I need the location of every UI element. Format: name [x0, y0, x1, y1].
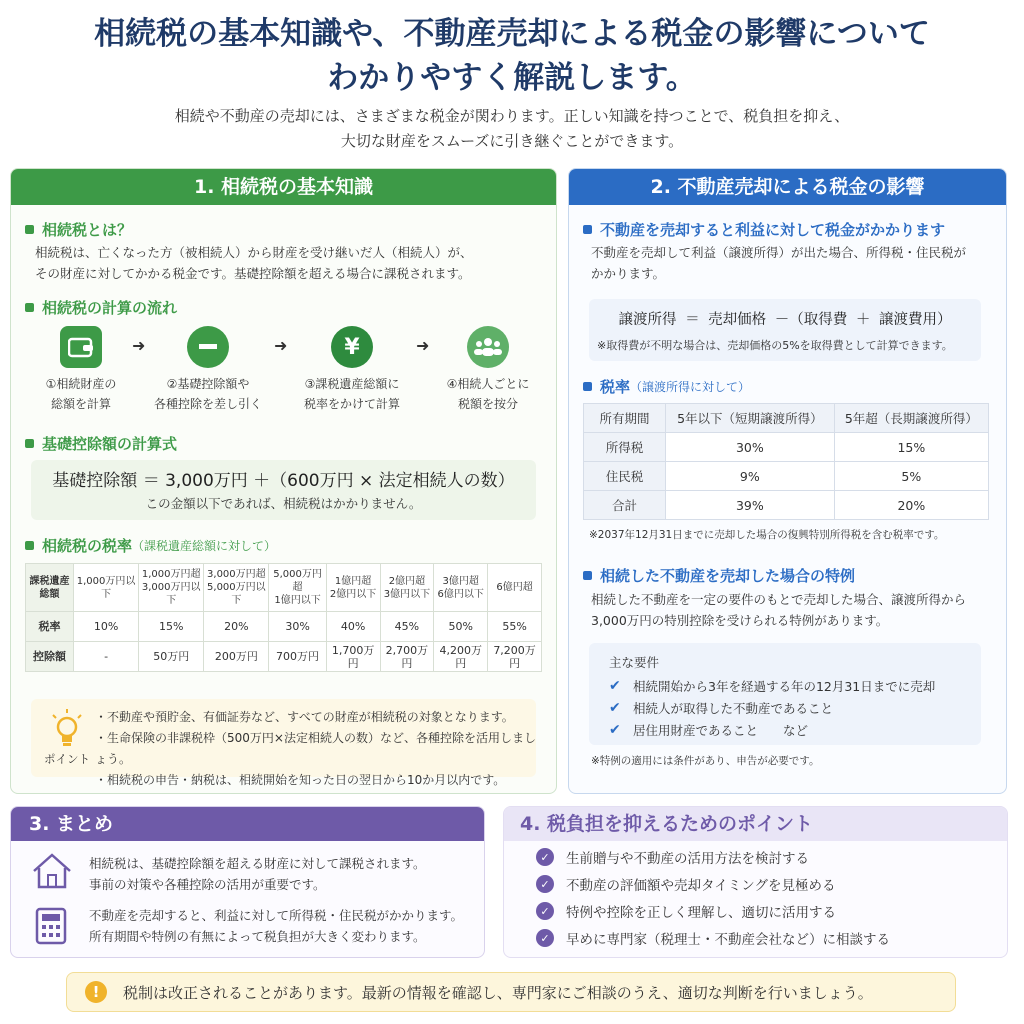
table-cell: 5,000万円超 1億円以下	[269, 564, 326, 612]
page-title-line2: わかりやすく解説します。	[327, 60, 697, 96]
list-item: ・生命保険の非課税枠（500万円×法定相続人の数）など、各種控除を活用しましょう。	[95, 731, 536, 766]
table-cell: 2,700万円	[380, 642, 434, 672]
what-text: 相続税は、亡くなった方（被相続人）から財産を受け継いだ人（相続人）が、 その財産に対してかかる税金です。基礎控除額を超える場合に課税されます。	[35, 245, 473, 281]
calculator-icon	[35, 907, 79, 951]
table-cell: 700万円	[269, 642, 326, 672]
table-header-cell: 控除額	[26, 642, 74, 672]
check-circle-icon: ✓	[536, 848, 554, 866]
list-item: ✓ 生前贈与や不動産の活用方法を検討する	[536, 847, 809, 867]
table-row	[584, 462, 989, 491]
footer-text: 税制は改正されることがあります。最新の情報を確認し、専門家にご相談のうえ、適切な判断を行いましょう。	[123, 984, 873, 1002]
table-cell: 1,000万円超 3,000万円以下	[139, 564, 204, 612]
bullet-square-icon	[25, 303, 34, 312]
requirements-title: 主な要件	[609, 655, 660, 670]
subsection-heading: 相続税の計算の流れ	[25, 297, 177, 318]
point-label: ポイント	[44, 752, 90, 766]
check-icon: ✔	[609, 700, 621, 716]
table-cell: 3,000万円超 5,000万円以下	[204, 564, 269, 612]
table-cell: -	[74, 642, 139, 672]
point-box	[31, 699, 536, 787]
arrow-right-icon: ➜	[416, 336, 430, 355]
bullet-square-icon	[583, 225, 592, 234]
page-subtitle	[0, 104, 1024, 154]
table-cell: 20%	[204, 612, 269, 642]
table-note: ※2037年12月31日までに売却した場合の復興特別所得税を含む税率です。	[589, 529, 945, 541]
formula-note: ※取得費が不明な場合は、売却価格の5%を取得費として計算できます。	[597, 339, 953, 352]
special-text: 相続した不動産を一定の要件のもとで売却した場合、譲渡所得から 3,000万円の特別控除を受けられる特例があります。	[591, 592, 967, 628]
page-title-line1: 相続税の基本知識や、不動産売却による税金の影響について	[94, 16, 930, 52]
deduction-note: この金額以下であれば、相続税はかかりません。	[145, 496, 422, 511]
table-cell: 50万円	[139, 642, 204, 672]
bullet-square-icon	[25, 225, 34, 234]
profit-text: 不動産を売却して利益（譲渡所得）が出た場合、所得税・住民税が かかります。	[591, 245, 967, 281]
table-cell: 39%	[666, 491, 835, 520]
list-item: ✓ 不動産の評価額や売却タイミングを見極める	[536, 874, 835, 894]
step-label: ①相続財産の 総額を計算	[45, 377, 117, 411]
transfer-tax-table	[583, 403, 989, 520]
check-circle-icon: ✓	[536, 929, 554, 947]
step-label: ③課税遺産総額に 税率をかけて計算	[303, 377, 400, 411]
table-header-cell: 5年以下（短期譲渡所得）	[666, 404, 835, 433]
section-real-estate-tax	[568, 168, 1007, 794]
table-cell: 1億円超 2億円以下	[326, 564, 380, 612]
table-cell: 5%	[834, 462, 988, 491]
minus-icon	[187, 326, 229, 368]
list-item: ・相続税の申告・納税は、相続開始を知った日の翌日から10か月以内です。	[95, 773, 506, 787]
list-item: ・不動産や預貯金、有価証券など、すべての財産が相続税の対象となります。	[95, 710, 514, 724]
bullet-square-icon	[583, 571, 592, 580]
table-header-cell: 税率	[26, 612, 74, 642]
lightbulb-icon	[47, 709, 87, 753]
yen-icon: ¥	[331, 326, 373, 368]
list-item: ✔ 居住用財産であること など	[609, 722, 809, 738]
subsection-heading: 相続した不動産を売却した場合の特例	[583, 565, 855, 586]
check-icon: ✔	[609, 678, 621, 694]
house-icon	[31, 851, 75, 895]
list-item: ✓ 特例や控除を正しく理解し、適切に活用する	[536, 901, 836, 921]
subsection-heading: 税率 （譲渡所得に対して）	[583, 376, 750, 397]
table-cell: 10%	[74, 612, 139, 642]
summary-item: 相続税は、基礎控除額を超える財産に対して課税されます。 事前の対策や各種控除の活用が重要です。	[89, 856, 426, 892]
bullet-square-icon	[583, 382, 592, 391]
table-row	[584, 404, 989, 433]
table-cell: 3億円超 6億円以下	[434, 564, 488, 612]
footer-notice	[66, 972, 956, 1012]
table-cell: 50%	[434, 612, 488, 642]
table-cell: 200万円	[204, 642, 269, 672]
table-cell: 45%	[380, 612, 434, 642]
subsection-heading: 相続税とは？	[25, 219, 132, 240]
section-tax-saving-points	[503, 806, 1008, 958]
table-cell: 30%	[269, 612, 326, 642]
table-header-cell: 所得税	[584, 433, 666, 462]
deduction-formula: 基礎控除額 ＝ 3,000万円 ＋（600万円 × 法定相続人の数）	[52, 471, 515, 491]
table-row	[584, 433, 989, 462]
list-item: ✔ 相続人が取得した不動産であること	[609, 700, 834, 716]
transfer-income-formula-box	[589, 299, 981, 361]
table-cell: 7,200万円	[488, 642, 542, 672]
inheritance-rate-table	[25, 563, 542, 672]
table-cell: 30%	[666, 433, 835, 462]
table-cell: 20%	[834, 491, 988, 520]
list-item: ✔ 相続開始から3年を経過する年の12月31日までに売却	[609, 678, 936, 694]
table-row	[26, 642, 542, 672]
table-row	[584, 491, 989, 520]
subsection-heading: 不動産を売却すると利益に対して税金がかかります	[583, 219, 945, 240]
people-icon	[467, 326, 509, 368]
table-cell: 15%	[139, 612, 204, 642]
table-header-cell: 5年超（長期譲渡所得）	[834, 404, 988, 433]
table-header-cell: 所有期間	[584, 404, 666, 433]
table-cell: 9%	[666, 462, 835, 491]
page-subtitle-line2: 大切な財産をスムーズに引き継ぐことができます。	[340, 132, 684, 150]
table-cell: 15%	[834, 433, 988, 462]
table-cell: 2億円超 3億円以下	[380, 564, 434, 612]
section-title: 1. 相続税の基本知識	[11, 169, 556, 205]
point-list	[95, 707, 536, 791]
table-header-cell: 住民税	[584, 462, 666, 491]
step-label: ④相続人ごとに 税額を按分	[446, 377, 530, 411]
check-circle-icon: ✓	[536, 875, 554, 893]
section-title: 4. 税負担を抑えるためのポイント	[504, 807, 1007, 841]
subsection-heading: 基礎控除額の計算式	[25, 433, 177, 454]
table-row	[26, 612, 542, 642]
table-cell: 6億円超	[488, 564, 542, 612]
table-row	[26, 564, 542, 612]
table-cell: 1,000万円以下	[74, 564, 139, 612]
subsection-heading: 相続税の税率 （課税遺産総額に対して）	[25, 535, 276, 556]
arrow-right-icon: ➜	[274, 336, 288, 355]
table-header-cell: 合計	[584, 491, 666, 520]
table-header-cell: 課税遺産総額	[26, 564, 74, 612]
list-item: ✓ 早めに専門家（税理士・不動産会社など）に相談する	[536, 928, 890, 948]
warning-icon: !	[85, 981, 107, 1003]
bullet-square-icon	[25, 541, 34, 550]
bullet-square-icon	[25, 439, 34, 448]
requirements-box	[589, 643, 981, 745]
check-circle-icon: ✓	[536, 902, 554, 920]
section-title: 3. まとめ	[11, 807, 484, 841]
table-cell: 55%	[488, 612, 542, 642]
table-cell: 1,700万円	[326, 642, 380, 672]
transfer-income-formula: 譲渡所得 ＝ 売却価格 －（取得費 ＋ 譲渡費用）	[618, 312, 952, 328]
section-summary	[10, 806, 485, 958]
summary-item: 不動産を売却すると、利益に対して所得税・住民税がかかります。 所有期間や特例の有無によって税負担が大きく変わります。	[89, 908, 464, 944]
section-title: 2. 不動産売却による税金の影響	[569, 169, 1006, 205]
page-subtitle-line1: 相続や不動産の売却には、さまざまな税金が関わります。正しい知識を持つことで、税負担を抑え、	[174, 107, 850, 125]
page-title	[0, 12, 1024, 100]
step-label: ②基礎控除額や 各種控除を差し引く	[153, 377, 262, 411]
section-inheritance-tax	[10, 168, 557, 794]
wallet-icon	[60, 326, 102, 368]
deduction-formula-box	[31, 460, 536, 520]
check-icon: ✔	[609, 722, 621, 738]
table-cell: 40%	[326, 612, 380, 642]
arrow-right-icon: ➜	[132, 336, 146, 355]
table-cell: 4,200万円	[434, 642, 488, 672]
special-note: ※特例の適用には条件があり、申告が必要です。	[591, 755, 820, 767]
